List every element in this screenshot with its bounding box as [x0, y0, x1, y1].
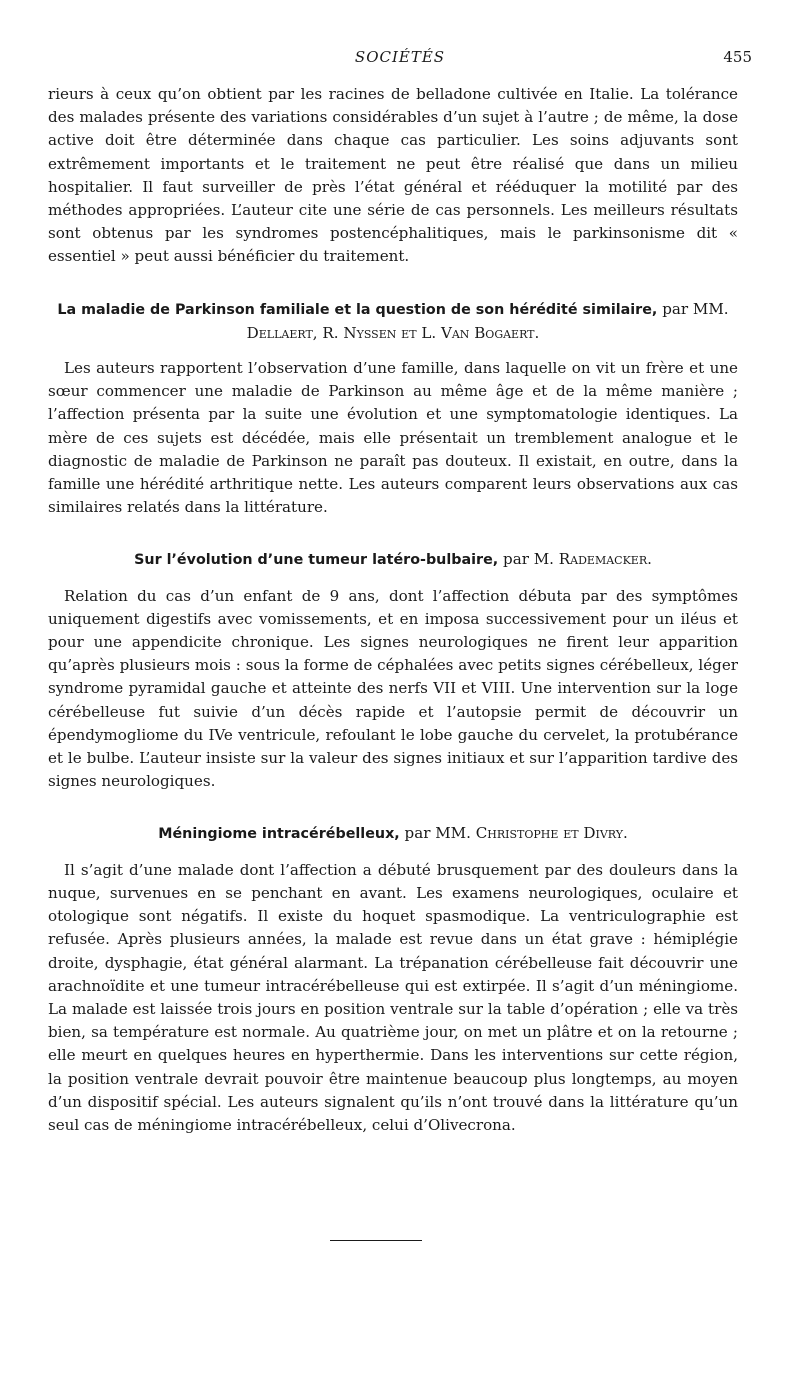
article-title — [48, 298, 738, 345]
article-title-text: Sur l’évolution d’une tumeur latéro-bulbaire, — [134, 552, 499, 569]
running-head — [48, 48, 752, 72]
end-rule — [330, 1240, 422, 1241]
article-title-text: La maladie de Parkinson familiale et la question de son hérédité similaire, — [57, 301, 658, 318]
article-authors: Dellaert, R. Nyssen et L. Van Bogaert. — [246, 323, 540, 342]
article-abstract: Les auteurs rapportent l’observation d’une famille, dans laquelle on vit un frère et une sœur commencer une maladie de Parkinson au même âge et de la même manière ; l’affection présenta par la suite une évolution et une symptomatologie identiques. La mère de ces sujets est décédée, mais elle présentait un tremblement analogue et le diagnostic de maladie de Parkinson ne paraît pas douteux. Il existait, en outre, dans la famille une hérédité arthritique nette. Les auteurs comparent leurs observations aux cas similaires relatés dans la littérature. — [48, 359, 738, 517]
article-title-text: Méningiome intracérébelleux, — [158, 826, 400, 843]
article-authors: Rademacker. — [558, 550, 652, 569]
running-head-title: SOCIÉTÉS — [354, 48, 446, 66]
article-abstract: Relation du cas d’un enfant de 9 ans, dont l’affection débuta par des symptômes uniquement digestifs avec vomissements, et en imposa successivement pour un iléus et pour une appendicite chronique. Les signes neurologiques ne firent leur apparition qu’après plusieurs mois : sous la forme de céphalées avec petits signes cérébelleux, léger syndrome pyramidal gauche et atteinte des nerfs VII et VIII. Une intervention sur la loge cérébelleuse fut suivie d’un décès rapide et l’autopsie permit de découvrir un épendymogliome du IVe ventricule, refoulant le lobe gauche du cervelet, la protubérance et le bulbe. L’auteur insiste sur la valeur des signes initiaux et sur l’apparition tardive des signes neurologiques. — [48, 586, 738, 791]
page-number: 455 — [723, 48, 752, 66]
continued-paragraph: rieurs à ceux qu’on obtient par les racines de belladone cultivée en Italie. La tolérance des malades présente des variations considérables d’un sujet à l’autre ; de même, la dose active doit être déterminée dans chaque cas particulier. Les soins adjuvants sont extrêmement importants et le traitement ne peut être réalisé que dans un milieu hospitalier. Il faut surveiller de près l’état général et rééduquer la motilité par des méthodes appropriées. L’auteur cite une série de cas personnels. Les meilleurs résultats sont obtenus par les syndromes postencéphalitiques, mais le parkinsonisme dit « essentiel » peut aussi bénéficier du traitement. — [48, 85, 738, 266]
article-authors: Christophe et Divry. — [475, 824, 628, 843]
article-by: par MM. — [404, 824, 471, 843]
article-abstract: Il s’agit d’une malade dont l’affection a débuté brusquement par des douleurs dans la nuque, survenues en se penchant en avant. Les examens neurologiques, oculaire et otologique sont négatifs. Il existe du hoquet spasmodique. La ventriculographie est refusée. Après plusieurs années, la malade est revue dans un état grave : hémiplégie droite, dysphagie, état général alarmant. La trépanation cérébelleuse fait découvrir une arachnoïdite et une tumeur intracérébelleuse qui est extirpée. Il s’agit d’un méningiome. La malade est laissée trois jours en position ventrale sur la table d’opération ; elle va très bien, sa température est normale. Au quatrième jour, on met un plâtre et on la retourne ; elle meurt en quelques heures en hyperthermie. Dans les interventions sur cette région, la position ventrale devrait pouvoir être maintenue beaucoup plus longtemps, au moyen d’un dispositif spécial. Les auteurs signalent qu’ils n’ont trouvé dans la littérature qu’un seul cas de méningiome intracérébelleux, celui d’Olivecrona. — [48, 860, 738, 1134]
article-by: par MM. — [662, 299, 729, 318]
article-title — [48, 548, 738, 572]
article-by: par M. — [503, 550, 554, 569]
article-title — [48, 822, 738, 846]
page-body — [48, 83, 738, 1137]
